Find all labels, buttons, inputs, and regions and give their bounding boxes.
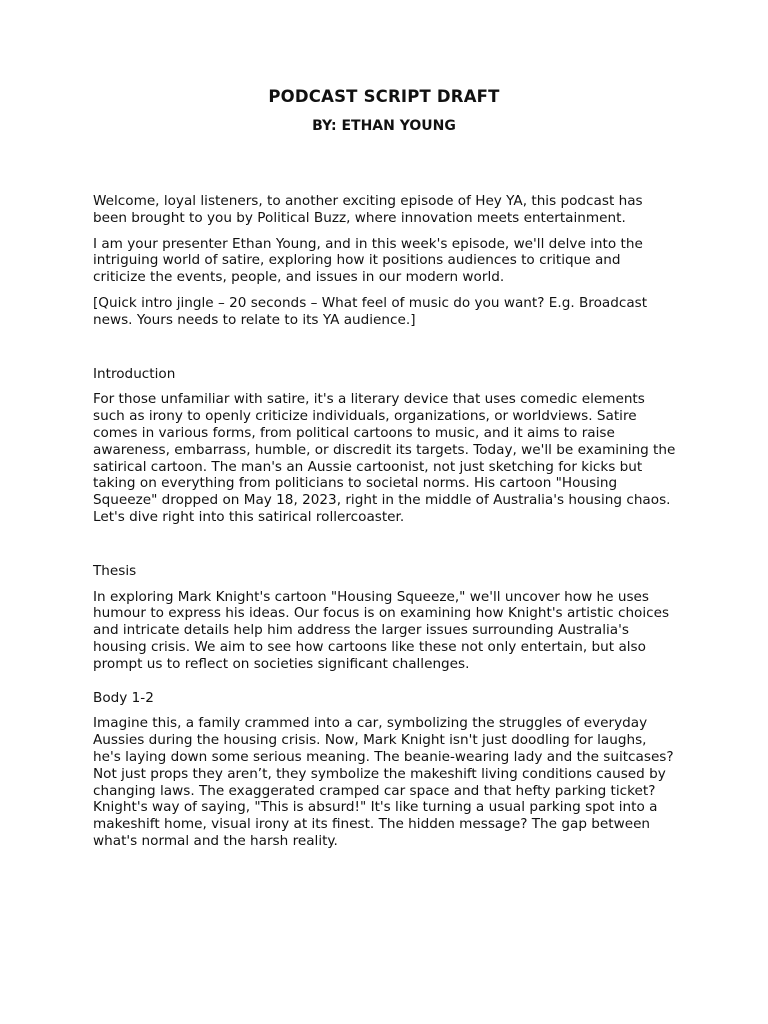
section-paragraph-introduction: For those unfamiliar with satire, it's a literary device that uses comedic elements such as irony to openly criticize individuals, organizations, or worldviews. Satire comes in various forms, from political cartoons to music, and it aims to raise awareness, embarrass, humble, or discredit its targets. Today, we'll be examining the satirical cartoon. The man's an Aussie cartoonist, not just sketching for kicks but taking on everything from politicians to societal norms. His cartoon "Housing Squeeze" dropped on May 18, 2023, right in the middle of Australia's housing chaos. Let's dive right into this satirical rollercoaster. [93, 391, 676, 525]
section-heading-body: Body 1-2 [93, 689, 154, 706]
intro-paragraph-jingle-note: [Quick intro jingle – 20 seconds – What feel of music do you want? E.g. Broadcast news. Yours needs to relate to its YA audience.] [93, 294, 648, 328]
section-paragraph-thesis: In exploring Mark Knight's cartoon "Housing Squeeze," we'll uncover how he uses humour to express his ideas. Our focus is on examining how Knight's artistic choices and intricate details help him address the larger issues surrounding Australia's housing crisis. We aim to see how cartoons like these not only entertain, but also prompt us to reflect on societies significant challenges. [93, 588, 670, 672]
document-title: PODCAST SCRIPT DRAFT [268, 87, 500, 106]
document-body [93, 193, 677, 859]
section-heading-thesis: Thesis [93, 562, 137, 579]
section-spacer [93, 535, 677, 563]
section-heading-introduction: Introduction [93, 365, 176, 382]
document-byline: BY: ETHAN YOUNG [312, 118, 456, 134]
section-paragraph-body: Imagine this, a family crammed into a car, symbolizing the struggles of everyday Aussies during the housing crisis. Now, Mark Knight isn't just doodling for laughs, he's laying down some serious meaning. The beanie-wearing lady and the suitcases? Not just props they aren’t, they symbolize the makeshift living conditions caused by changing laws. The exaggerated cramped car space and that hefty parking ticket? Knight's way of saying, "This is absurd!" It's like turning a usual parking spot into a makeshift home, visual irony at its finest. The hidden message? The gap between what's normal and the harsh reality. [93, 715, 674, 849]
intro-paragraph-presenter: I am your presenter Ethan Young, and in this week's episode, we'll delve into the intriguing world of satire, exploring how it positions audiences to critique and criticize the events, people, and issues in our modern world. [93, 235, 643, 286]
section-spacer [93, 338, 677, 366]
section-spacer [93, 682, 677, 690]
intro-paragraph-welcome: Welcome, loyal listeners, to another exciting episode of Hey YA, this podcast has been brought to you by Political Buzz, where innovation meets entertainment. [93, 193, 643, 226]
